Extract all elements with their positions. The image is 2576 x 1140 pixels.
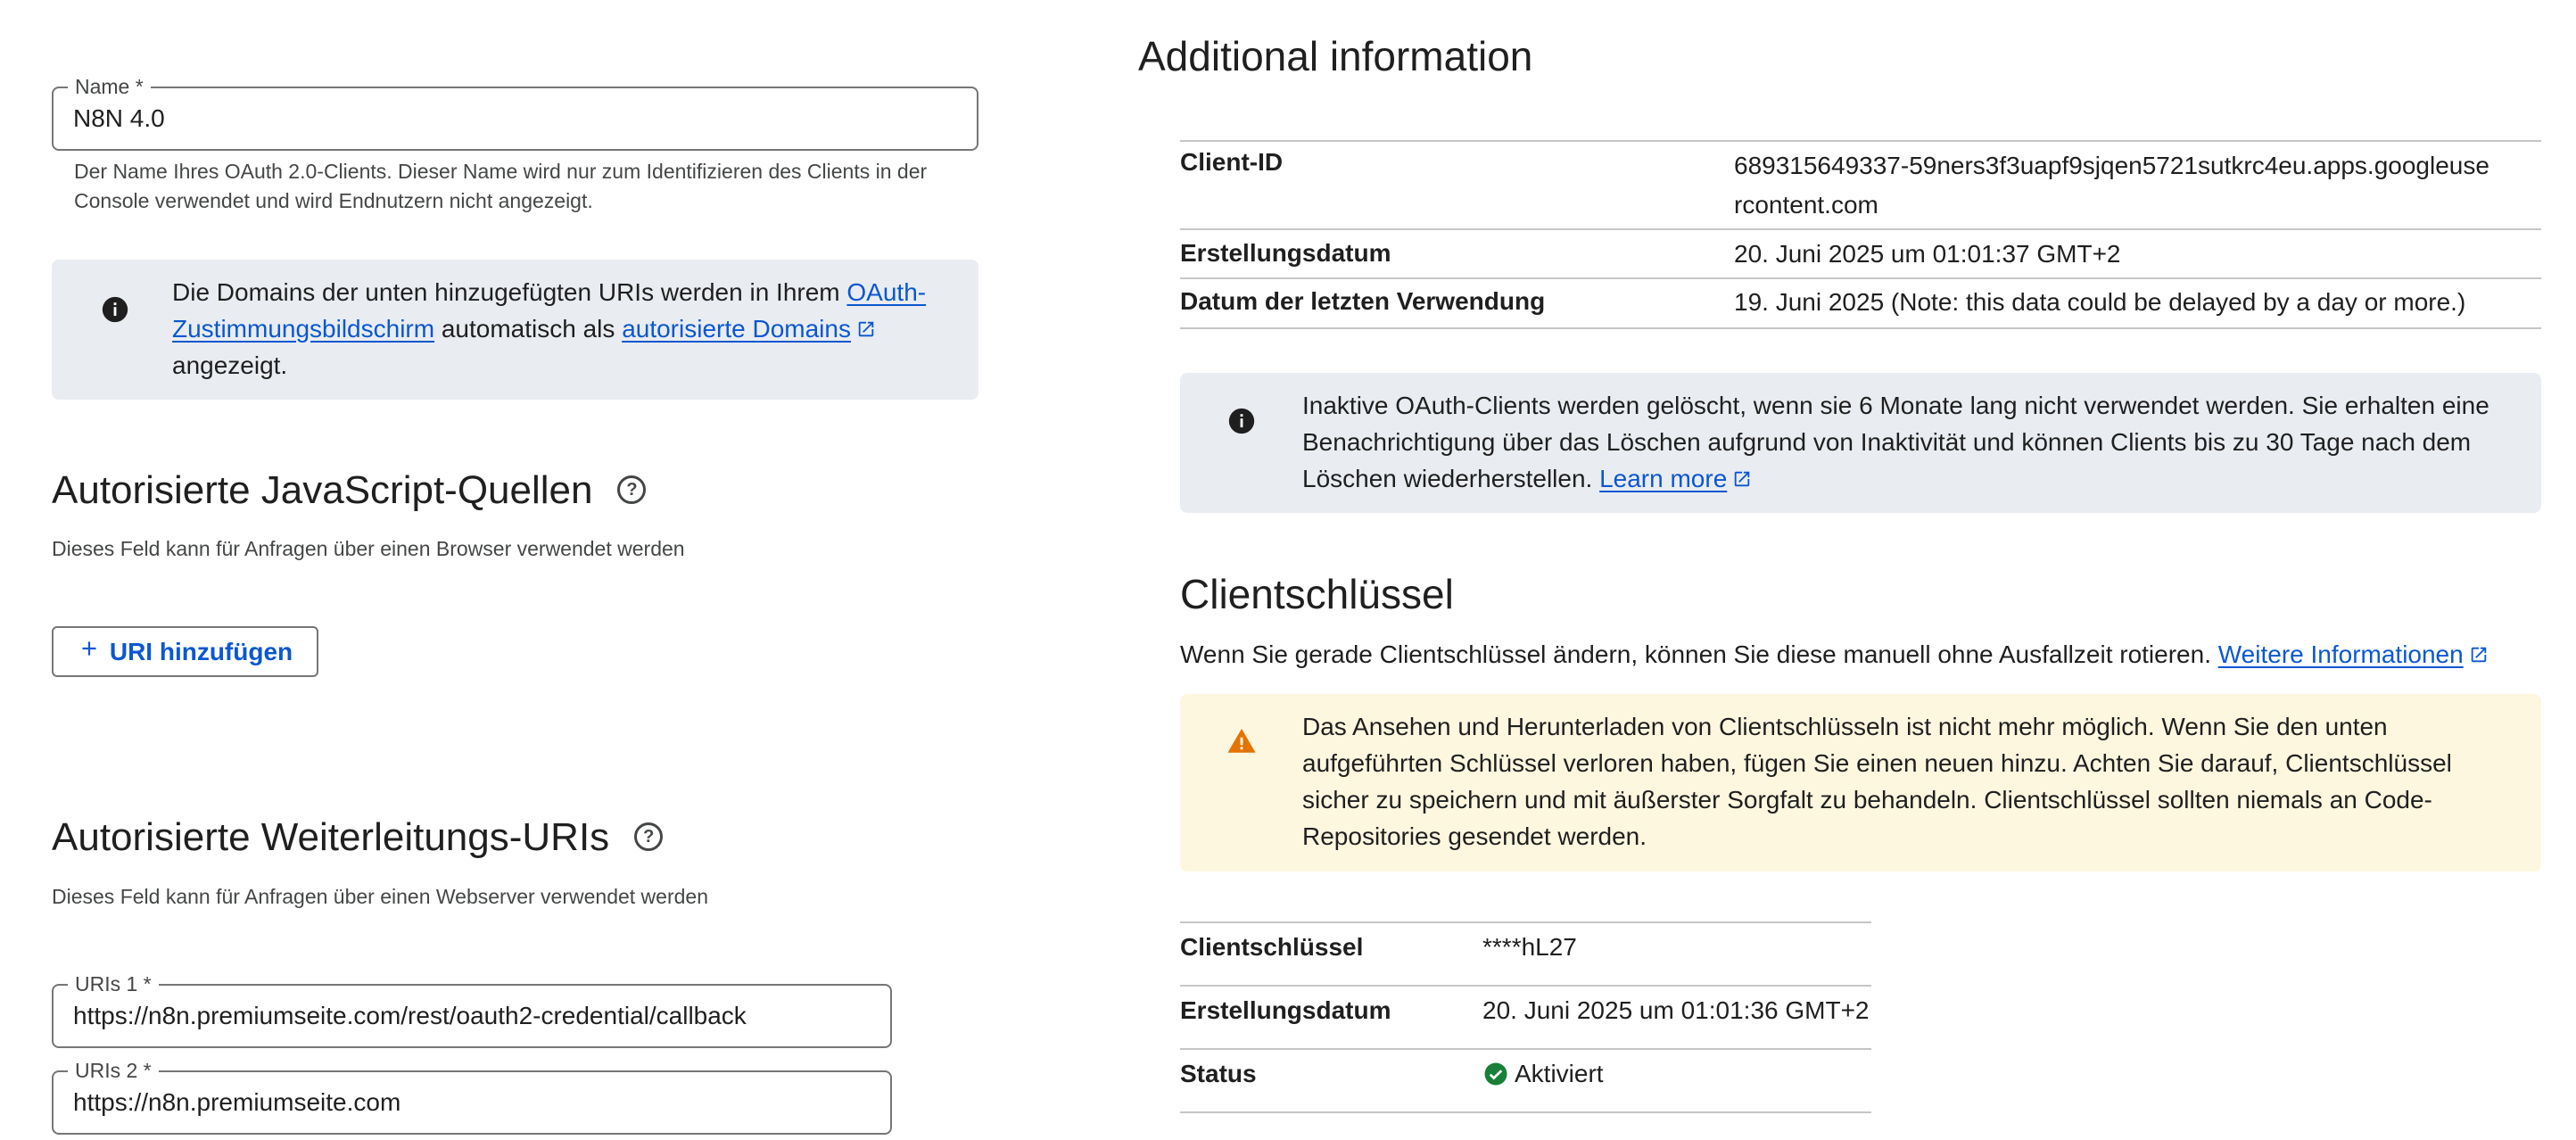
info-icon (1226, 406, 1257, 441)
inactive-info-body: Inaktive OAuth-Clients werden gelöscht, wenn sie 6 Monate lang nicht verwendet werden. Sie erhalten eine Benachrichtigung über das Löschen aufgrund von Inaktivität und können Clients bis zu 30 Tage nach dem Löschen wiederherstellen. (1302, 392, 2489, 492)
add-uri-button[interactable] (52, 626, 318, 677)
redirect-uri-value-2[interactable]: https://n8n.premiumseite.com (73, 1088, 401, 1116)
divider (1180, 1111, 1871, 1113)
secret-created-key: Erstellungsdatum (1180, 996, 1391, 1024)
secret-status-key: Status (1180, 1060, 1257, 1087)
redirect-uri-field-1[interactable] (52, 972, 892, 1048)
created-date-value: 20. Juni 2025 um 01:01:37 GMT+2 (1734, 240, 2121, 268)
redirect-uri-field-2[interactable] (52, 1059, 892, 1135)
warning-icon (1226, 726, 1258, 761)
client-secret-description (1180, 636, 2489, 673)
additional-info-title: Additional information (1138, 33, 1533, 79)
redirect-uri-value-1[interactable]: https://n8n.premiumseite.com/rest/oauth2-credential/callback (73, 1002, 747, 1029)
authorized-domains-link[interactable]: autorisierte Domains (622, 315, 851, 343)
domain-info-mid: automatisch als (434, 315, 623, 343)
name-field[interactable] (52, 75, 978, 151)
secret-key: Clientschlüssel (1180, 933, 1364, 961)
external-link-icon (2464, 640, 2489, 668)
help-icon[interactable]: ? (634, 822, 663, 851)
check-circle-icon (1482, 1061, 1509, 1087)
divider (1180, 985, 1871, 987)
js-origins-subtitle: Dieses Feld kann für Anfragen über einen Browser verwendet werden (52, 537, 685, 560)
js-origins-title (52, 467, 646, 515)
secret-status-text: Aktiviert (1515, 1060, 1604, 1087)
domain-info-box (52, 260, 978, 400)
plus-icon (78, 637, 101, 666)
client-secret-title: Clientschlüssel (1180, 571, 1454, 617)
secret-warning-box (1180, 694, 2541, 872)
name-field-value[interactable]: N8N 4.0 (73, 104, 165, 132)
domain-info-before: Die Domains der unten hinzugefügten URIs werden in Ihrem (172, 278, 847, 306)
js-origins-title-text: Autorisierte JavaScript-Quellen (52, 468, 593, 512)
external-link-icon (1727, 465, 1752, 492)
domain-info-after: angezeigt. (172, 351, 288, 379)
domain-info-text (172, 274, 957, 384)
inactive-info-text (1302, 387, 2524, 497)
divider (1180, 228, 2541, 230)
name-field-label: Name * (68, 74, 151, 99)
redirect-uris-title (52, 814, 663, 862)
redirect-uri-label-2: URIs 2 * (68, 1058, 159, 1083)
learn-more-link[interactable]: Learn more (1599, 465, 1728, 492)
help-icon[interactable]: ? (617, 475, 646, 504)
redirect-uri-label-1: URIs 1 * (68, 971, 159, 996)
inactive-info-box (1180, 373, 2541, 513)
created-date-key: Erstellungsdatum (1180, 239, 1391, 267)
external-link-icon (851, 315, 876, 343)
secret-warning-text: Das Ansehen und Herunterladen von Clientschlüsseln ist nicht mehr möglich. Wenn Sie den unten aufgeführten Schlüssel verloren haben, fügen Sie einen neuen hinzu. Achten Sie darauf, Clientschlüssel sicher zu speichern und mit äußerster Sorgfalt zu behandeln. Clientschlüssel sollten niemals an Code-Repositories gesendet werden. (1302, 713, 2452, 850)
redirect-uris-subtitle: Dieses Feld kann für Anfragen über einen Webserver verwendet werden (52, 885, 708, 908)
more-info-link[interactable]: Weitere Informationen (2217, 640, 2464, 668)
client-id-key: Client-ID (1180, 148, 1284, 176)
client-id-value: 689315649337-59ners3f3uapf9sjqen5721sutkrc4eu.apps.googleusercontent.com (1734, 152, 2489, 219)
last-used-key: Datum der letzten Verwendung (1180, 287, 1546, 315)
secret-created-value: 20. Juni 2025 um 01:01:36 GMT+2 (1482, 996, 1870, 1024)
divider (1180, 921, 1871, 923)
client-secret-description-text: Wenn Sie gerade Clientschlüssel ändern, können Sie diese manuell ohne Ausfallzeit rotieren. (1180, 640, 2218, 668)
secret-status-value (1482, 1054, 1604, 1094)
redirect-uris-title-text: Autorisierte Weiterleitungs-URIs (52, 815, 610, 859)
consent-screen-link[interactable]: OAuth-Zustimmungsbildschirm (172, 278, 927, 343)
divider (1180, 1048, 1871, 1050)
secret-value: ****hL27 (1482, 933, 1577, 961)
last-used-value: 19. Juni 2025 (Note: this data could be delayed by a day or more.) (1734, 288, 2466, 316)
info-icon (100, 294, 130, 329)
divider (1180, 140, 2541, 142)
add-uri-button-label: URI hinzufügen (109, 637, 293, 665)
divider (1180, 327, 2541, 329)
divider (1180, 277, 2541, 279)
name-field-helper: Der Name Ihres OAuth 2.0-Clients. Dieser Name wird nur zum Identifizieren des Clients in der Console verwendet und wird Endnutzern nicht angezeigt. (74, 160, 928, 212)
